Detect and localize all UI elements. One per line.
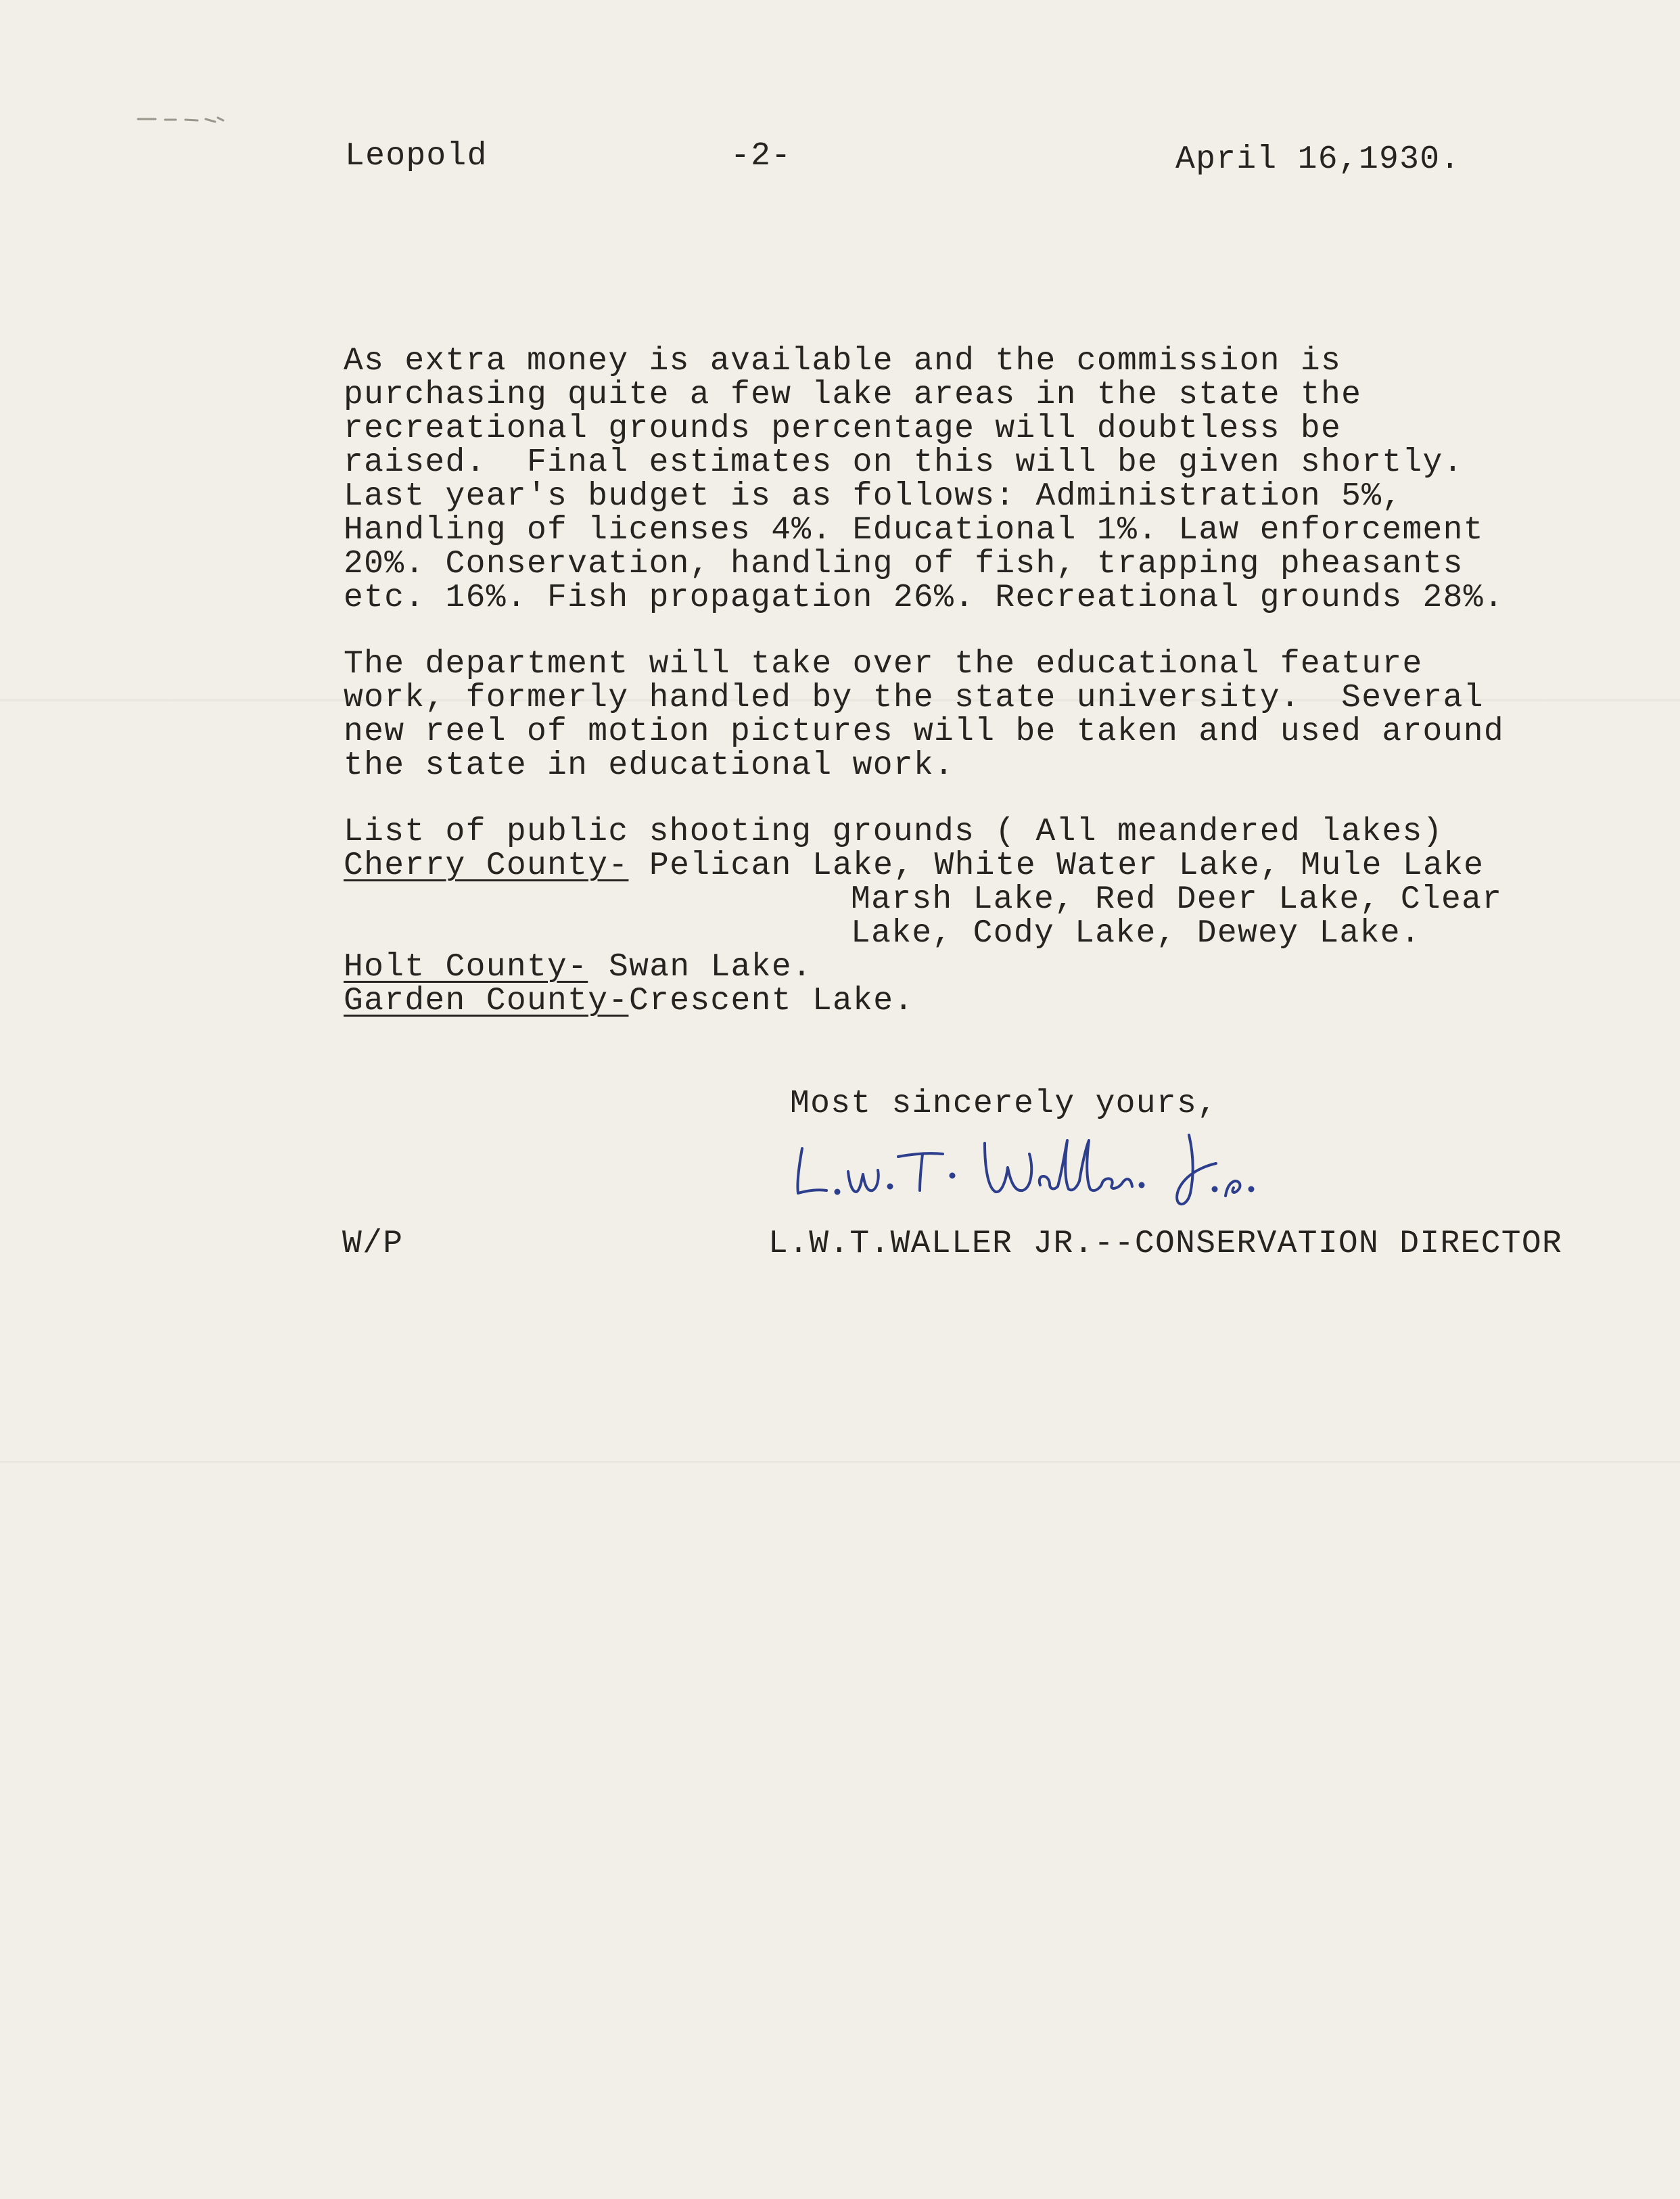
- lake-list-line: Pelican Lake, White Water Lake, Mule Lake: [649, 848, 1485, 884]
- header-date: April 16,1930.: [1175, 141, 1461, 178]
- header-page-number: -2-: [730, 138, 792, 175]
- text-line: 20%. Conservation, handling of fish, trapping pheasants: [344, 546, 1464, 582]
- text-line: Last year's budget is as follows: Administration 5%,: [344, 478, 1403, 515]
- lake-list-line: Crescent Lake.: [629, 983, 914, 1019]
- lake-list-line: Lake, Cody Lake, Dewey Lake.: [851, 915, 1421, 952]
- text-line: etc. 16%. Fish propagation 26%. Recreational grounds 28%.: [344, 580, 1504, 616]
- text-line: new reel of motion pictures will be taken and used around: [344, 714, 1504, 750]
- text-line: work, formerly handled by the state university. Several: [344, 680, 1484, 716]
- text-line: purchasing quite a few lake areas in the state the: [344, 377, 1362, 413]
- lake-list-line: Swan Lake.: [609, 949, 813, 986]
- lake-list-line: Marsh Lake, Red Deer Lake, Clear: [851, 881, 1503, 918]
- typist-initials: W/P: [342, 1226, 404, 1262]
- header-addressee: Leopold: [345, 138, 488, 175]
- ink-smudge: [135, 114, 243, 123]
- text-line: the state in educational work.: [344, 747, 955, 784]
- county-name-garden: Garden County-: [344, 983, 629, 1019]
- county-name-cherry: Cherry County-: [344, 848, 629, 884]
- text-line: recreational grounds percentage will doubtless be: [344, 411, 1342, 447]
- text-line: The department will take over the educational feature: [344, 646, 1423, 682]
- closing-salutation: Most sincerely yours,: [790, 1086, 1218, 1122]
- county-name-holt: Holt County-: [344, 949, 588, 986]
- text-line: As extra money is available and the commission is: [344, 343, 1342, 379]
- paper-fold-line: [0, 1461, 1680, 1464]
- list-intro: List of public shooting grounds ( All meandered lakes): [344, 814, 1443, 850]
- text-line: Handling of licenses 4%. Educational 1%. Law enforcement: [344, 512, 1484, 549]
- text-line: raised. Final estimates on this will be given shortly.: [344, 444, 1464, 481]
- handwritten-signature: [785, 1123, 1299, 1211]
- signer-name-title: L.W.T.WALLER JR.--CONSERVATION DIRECTOR: [768, 1226, 1563, 1262]
